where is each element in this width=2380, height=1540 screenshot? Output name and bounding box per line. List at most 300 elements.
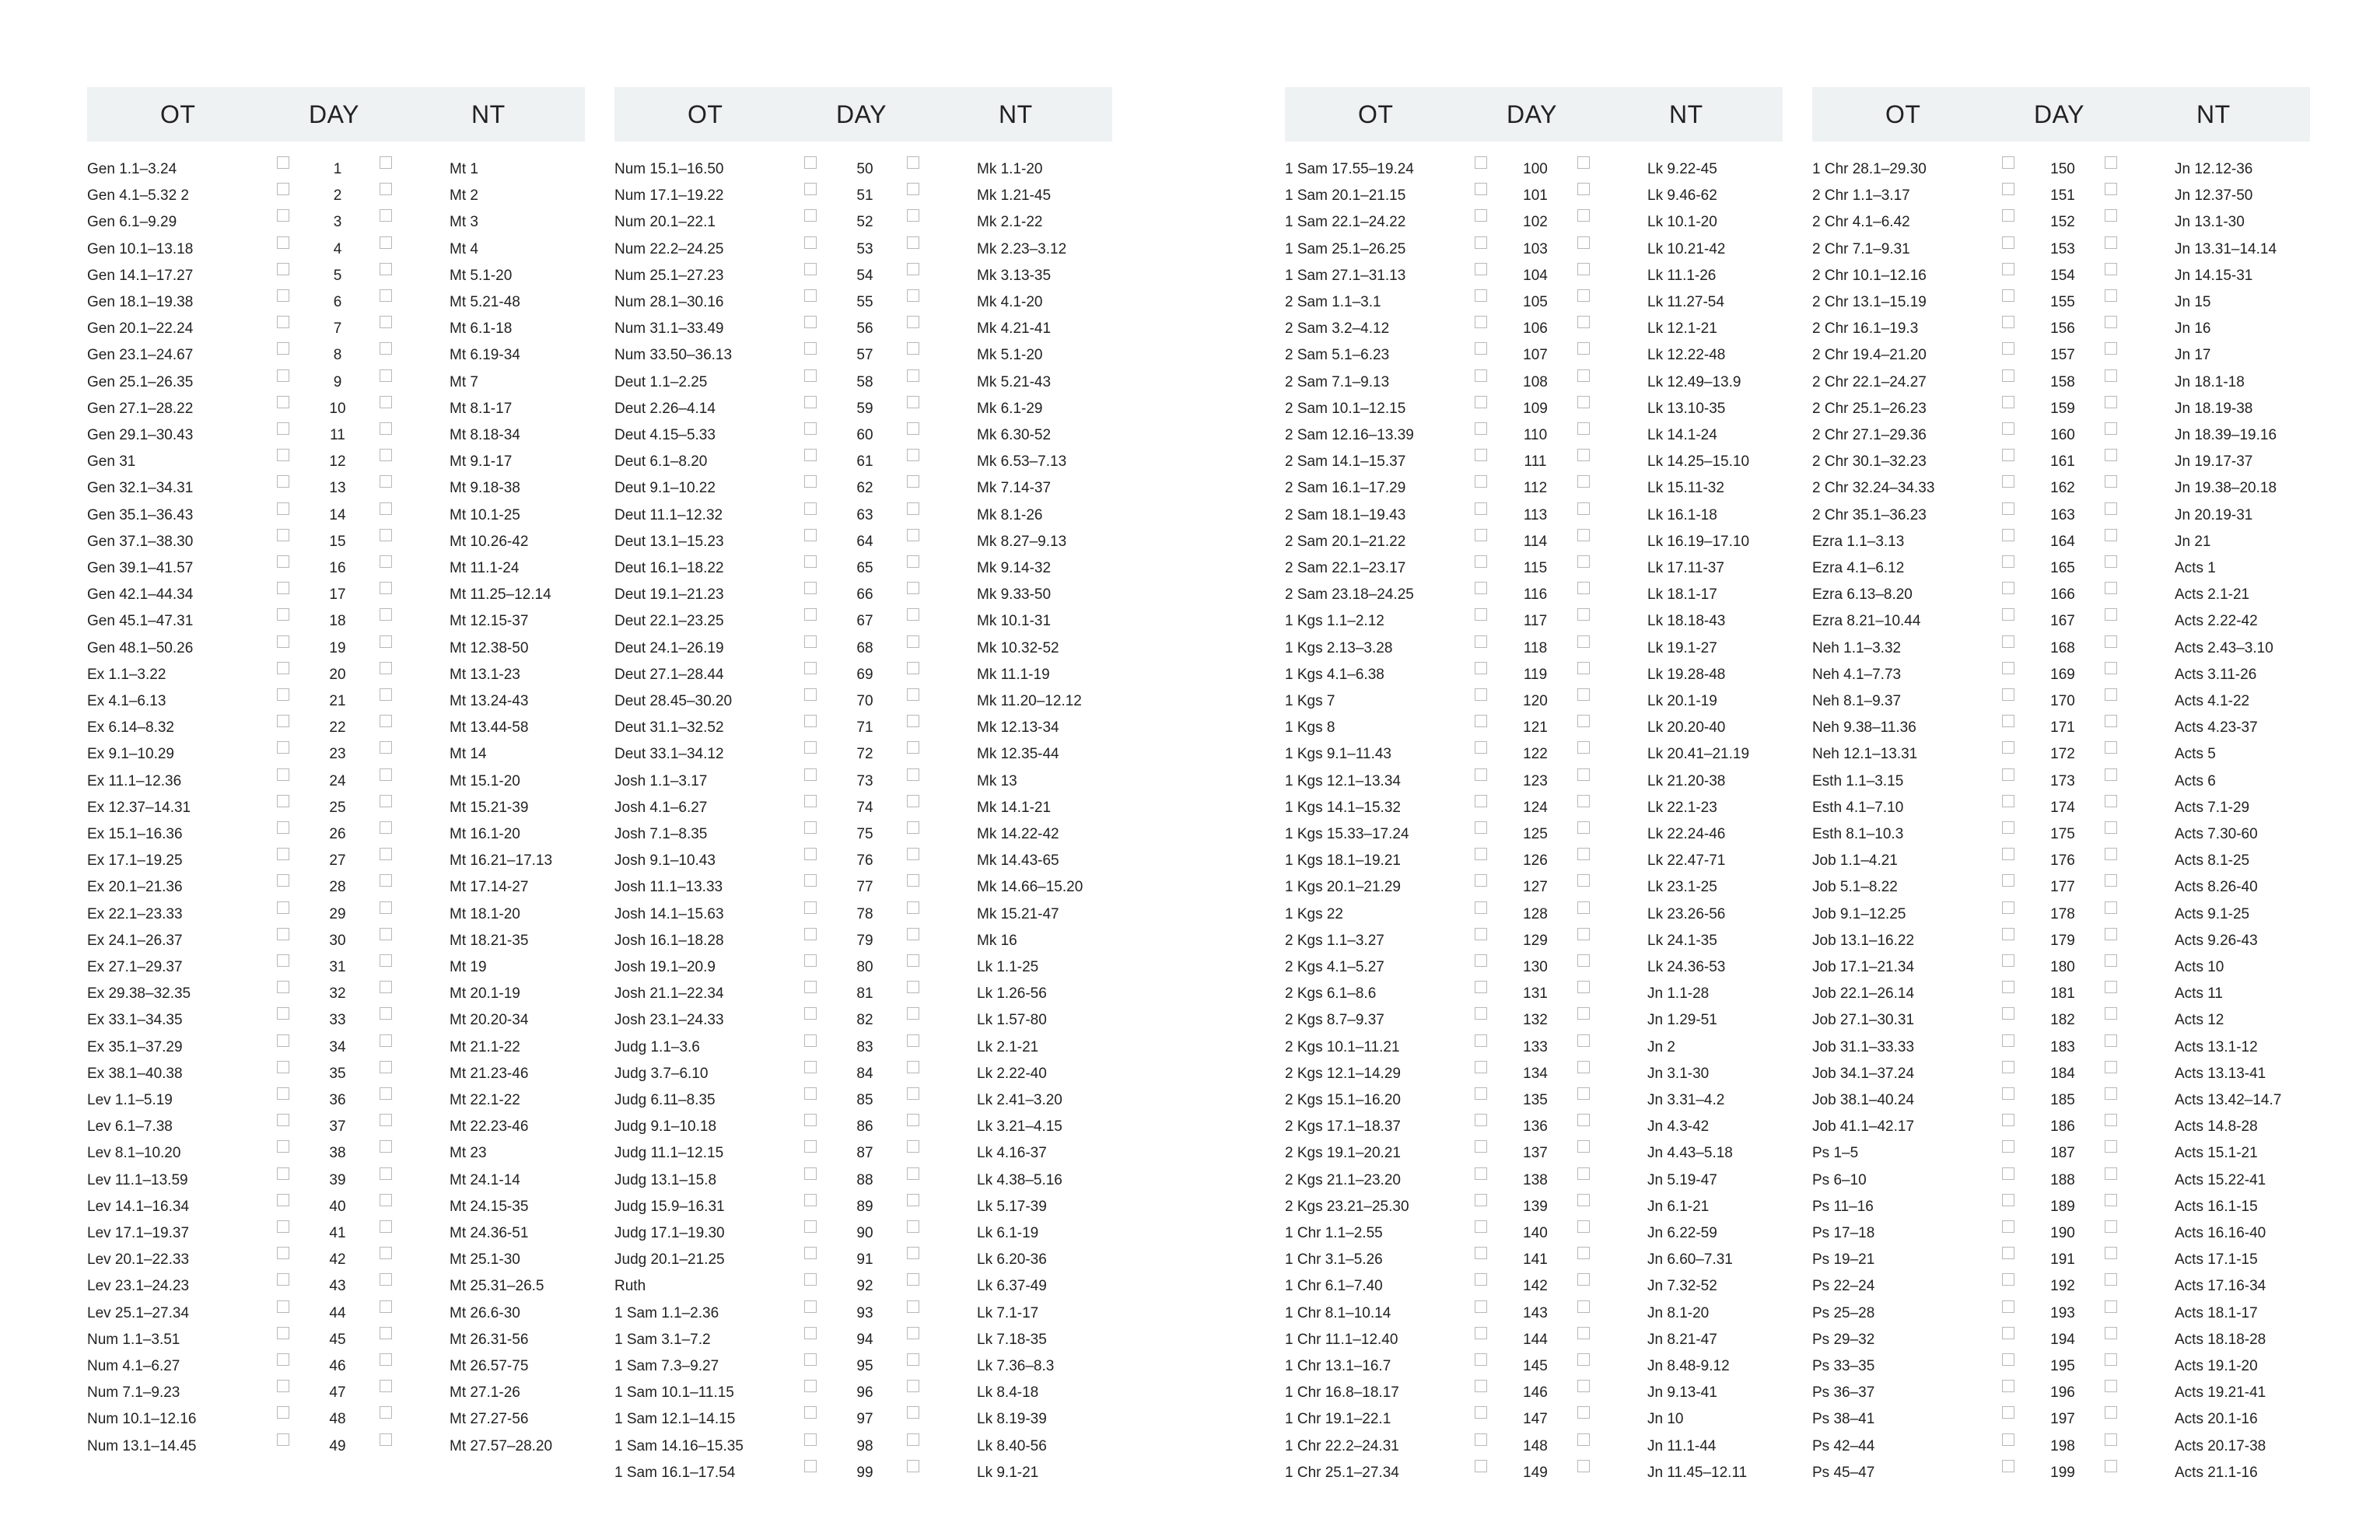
nt-checkbox[interactable] bbox=[2105, 1406, 2117, 1419]
nt-checkbox[interactable] bbox=[1577, 582, 1590, 594]
nt-checkbox[interactable] bbox=[907, 901, 919, 914]
ot-checkbox[interactable] bbox=[1475, 422, 1487, 435]
nt-checkbox[interactable] bbox=[1577, 874, 1590, 887]
ot-checkbox[interactable] bbox=[1475, 1380, 1487, 1392]
nt-checkbox[interactable] bbox=[2105, 821, 2117, 834]
nt-checkbox[interactable] bbox=[1577, 688, 1590, 701]
nt-checkbox[interactable] bbox=[1577, 475, 1590, 488]
ot-checkbox[interactable] bbox=[804, 848, 817, 860]
nt-checkbox[interactable] bbox=[380, 1406, 392, 1419]
ot-checkbox[interactable] bbox=[2002, 1194, 2014, 1206]
nt-checkbox[interactable] bbox=[2105, 741, 2117, 754]
ot-checkbox[interactable] bbox=[2002, 342, 2014, 355]
nt-checkbox[interactable] bbox=[2105, 1114, 2117, 1126]
ot-checkbox[interactable] bbox=[277, 1327, 289, 1339]
ot-checkbox[interactable] bbox=[1475, 608, 1487, 621]
ot-checkbox[interactable] bbox=[277, 1247, 289, 1259]
ot-checkbox[interactable] bbox=[2002, 1007, 2014, 1020]
nt-checkbox[interactable] bbox=[380, 1140, 392, 1153]
ot-checkbox[interactable] bbox=[804, 795, 817, 807]
nt-checkbox[interactable] bbox=[907, 662, 919, 674]
ot-checkbox[interactable] bbox=[804, 1273, 817, 1286]
ot-checkbox[interactable] bbox=[1475, 795, 1487, 807]
ot-checkbox[interactable] bbox=[804, 1167, 817, 1180]
ot-checkbox[interactable] bbox=[2002, 236, 2014, 249]
nt-checkbox[interactable] bbox=[907, 1460, 919, 1472]
nt-checkbox[interactable] bbox=[1577, 263, 1590, 275]
nt-checkbox[interactable] bbox=[907, 1194, 919, 1206]
ot-checkbox[interactable] bbox=[1475, 768, 1487, 781]
nt-checkbox[interactable] bbox=[1577, 1353, 1590, 1366]
nt-checkbox[interactable] bbox=[380, 1114, 392, 1126]
ot-checkbox[interactable] bbox=[1475, 901, 1487, 914]
nt-checkbox[interactable] bbox=[1577, 795, 1590, 807]
nt-checkbox[interactable] bbox=[380, 529, 392, 541]
ot-checkbox[interactable] bbox=[804, 529, 817, 541]
ot-checkbox[interactable] bbox=[804, 183, 817, 195]
nt-checkbox[interactable] bbox=[907, 928, 919, 940]
ot-checkbox[interactable] bbox=[2002, 1087, 2014, 1100]
nt-checkbox[interactable] bbox=[380, 1353, 392, 1366]
nt-checkbox[interactable] bbox=[2105, 1140, 2117, 1153]
nt-checkbox[interactable] bbox=[907, 821, 919, 834]
ot-checkbox[interactable] bbox=[2002, 688, 2014, 701]
ot-checkbox[interactable] bbox=[2002, 502, 2014, 515]
ot-checkbox[interactable] bbox=[277, 848, 289, 860]
nt-checkbox[interactable] bbox=[380, 1087, 392, 1100]
ot-checkbox[interactable] bbox=[804, 236, 817, 249]
ot-checkbox[interactable] bbox=[1475, 1353, 1487, 1366]
ot-checkbox[interactable] bbox=[277, 1167, 289, 1180]
nt-checkbox[interactable] bbox=[1577, 1034, 1590, 1047]
ot-checkbox[interactable] bbox=[2002, 1220, 2014, 1233]
ot-checkbox[interactable] bbox=[2002, 529, 2014, 541]
nt-checkbox[interactable] bbox=[380, 422, 392, 435]
ot-checkbox[interactable] bbox=[277, 688, 289, 701]
nt-checkbox[interactable] bbox=[907, 475, 919, 488]
nt-checkbox[interactable] bbox=[907, 156, 919, 169]
ot-checkbox[interactable] bbox=[277, 555, 289, 568]
ot-checkbox[interactable] bbox=[277, 715, 289, 727]
ot-checkbox[interactable] bbox=[804, 209, 817, 222]
ot-checkbox[interactable] bbox=[804, 1034, 817, 1047]
ot-checkbox[interactable] bbox=[1475, 1300, 1487, 1313]
ot-checkbox[interactable] bbox=[804, 1220, 817, 1233]
nt-checkbox[interactable] bbox=[1577, 183, 1590, 195]
nt-checkbox[interactable] bbox=[380, 449, 392, 461]
nt-checkbox[interactable] bbox=[2105, 981, 2117, 993]
nt-checkbox[interactable] bbox=[380, 608, 392, 621]
nt-checkbox[interactable] bbox=[2105, 1353, 2117, 1366]
ot-checkbox[interactable] bbox=[804, 1140, 817, 1153]
nt-checkbox[interactable] bbox=[1577, 821, 1590, 834]
ot-checkbox[interactable] bbox=[277, 475, 289, 488]
ot-checkbox[interactable] bbox=[277, 369, 289, 382]
nt-checkbox[interactable] bbox=[380, 1167, 392, 1180]
nt-checkbox[interactable] bbox=[2105, 1273, 2117, 1286]
ot-checkbox[interactable] bbox=[277, 768, 289, 781]
nt-checkbox[interactable] bbox=[2105, 1247, 2117, 1259]
ot-checkbox[interactable] bbox=[804, 502, 817, 515]
ot-checkbox[interactable] bbox=[2002, 449, 2014, 461]
nt-checkbox[interactable] bbox=[380, 502, 392, 515]
nt-checkbox[interactable] bbox=[1577, 954, 1590, 967]
ot-checkbox[interactable] bbox=[804, 1327, 817, 1339]
nt-checkbox[interactable] bbox=[907, 263, 919, 275]
ot-checkbox[interactable] bbox=[804, 289, 817, 302]
ot-checkbox[interactable] bbox=[804, 741, 817, 754]
ot-checkbox[interactable] bbox=[804, 768, 817, 781]
ot-checkbox[interactable] bbox=[1475, 715, 1487, 727]
ot-checkbox[interactable] bbox=[277, 981, 289, 993]
nt-checkbox[interactable] bbox=[380, 662, 392, 674]
nt-checkbox[interactable] bbox=[907, 1327, 919, 1339]
ot-checkbox[interactable] bbox=[2002, 928, 2014, 940]
nt-checkbox[interactable] bbox=[1577, 369, 1590, 382]
ot-checkbox[interactable] bbox=[277, 821, 289, 834]
nt-checkbox[interactable] bbox=[1577, 1327, 1590, 1339]
nt-checkbox[interactable] bbox=[1577, 316, 1590, 328]
nt-checkbox[interactable] bbox=[2105, 1300, 2117, 1313]
nt-checkbox[interactable] bbox=[1577, 342, 1590, 355]
ot-checkbox[interactable] bbox=[2002, 821, 2014, 834]
nt-checkbox[interactable] bbox=[907, 1300, 919, 1313]
ot-checkbox[interactable] bbox=[277, 449, 289, 461]
ot-checkbox[interactable] bbox=[804, 981, 817, 993]
nt-checkbox[interactable] bbox=[907, 768, 919, 781]
nt-checkbox[interactable] bbox=[380, 342, 392, 355]
nt-checkbox[interactable] bbox=[2105, 1034, 2117, 1047]
nt-checkbox[interactable] bbox=[1577, 1220, 1590, 1233]
nt-checkbox[interactable] bbox=[2105, 1433, 2117, 1446]
ot-checkbox[interactable] bbox=[1475, 1460, 1487, 1472]
ot-checkbox[interactable] bbox=[1475, 1007, 1487, 1020]
nt-checkbox[interactable] bbox=[2105, 928, 2117, 940]
ot-checkbox[interactable] bbox=[804, 1061, 817, 1073]
nt-checkbox[interactable] bbox=[2105, 768, 2117, 781]
nt-checkbox[interactable] bbox=[380, 901, 392, 914]
nt-checkbox[interactable] bbox=[380, 954, 392, 967]
nt-checkbox[interactable] bbox=[907, 688, 919, 701]
nt-checkbox[interactable] bbox=[380, 795, 392, 807]
nt-checkbox[interactable] bbox=[907, 316, 919, 328]
nt-checkbox[interactable] bbox=[2105, 1194, 2117, 1206]
ot-checkbox[interactable] bbox=[804, 316, 817, 328]
nt-checkbox[interactable] bbox=[907, 1140, 919, 1153]
ot-checkbox[interactable] bbox=[2002, 981, 2014, 993]
ot-checkbox[interactable] bbox=[804, 342, 817, 355]
nt-checkbox[interactable] bbox=[1577, 1194, 1590, 1206]
nt-checkbox[interactable] bbox=[1577, 1167, 1590, 1180]
ot-checkbox[interactable] bbox=[1475, 1327, 1487, 1339]
ot-checkbox[interactable] bbox=[1475, 396, 1487, 408]
ot-checkbox[interactable] bbox=[277, 236, 289, 249]
ot-checkbox[interactable] bbox=[277, 183, 289, 195]
ot-checkbox[interactable] bbox=[277, 608, 289, 621]
nt-checkbox[interactable] bbox=[1577, 156, 1590, 169]
ot-checkbox[interactable] bbox=[804, 1406, 817, 1419]
ot-checkbox[interactable] bbox=[2002, 263, 2014, 275]
ot-checkbox[interactable] bbox=[2002, 1380, 2014, 1392]
nt-checkbox[interactable] bbox=[907, 369, 919, 382]
nt-checkbox[interactable] bbox=[380, 688, 392, 701]
nt-checkbox[interactable] bbox=[1577, 422, 1590, 435]
nt-checkbox[interactable] bbox=[380, 1194, 392, 1206]
ot-checkbox[interactable] bbox=[804, 954, 817, 967]
ot-checkbox[interactable] bbox=[277, 529, 289, 541]
ot-checkbox[interactable] bbox=[804, 1114, 817, 1126]
nt-checkbox[interactable] bbox=[2105, 289, 2117, 302]
ot-checkbox[interactable] bbox=[277, 795, 289, 807]
ot-checkbox[interactable] bbox=[1475, 1406, 1487, 1419]
nt-checkbox[interactable] bbox=[2105, 795, 2117, 807]
nt-checkbox[interactable] bbox=[380, 555, 392, 568]
nt-checkbox[interactable] bbox=[907, 422, 919, 435]
nt-checkbox[interactable] bbox=[907, 1273, 919, 1286]
ot-checkbox[interactable] bbox=[1475, 1034, 1487, 1047]
ot-checkbox[interactable] bbox=[2002, 1460, 2014, 1472]
ot-checkbox[interactable] bbox=[277, 1007, 289, 1020]
ot-checkbox[interactable] bbox=[2002, 475, 2014, 488]
nt-checkbox[interactable] bbox=[2105, 901, 2117, 914]
ot-checkbox[interactable] bbox=[1475, 1194, 1487, 1206]
ot-checkbox[interactable] bbox=[2002, 1140, 2014, 1153]
ot-checkbox[interactable] bbox=[1475, 475, 1487, 488]
ot-checkbox[interactable] bbox=[277, 1114, 289, 1126]
nt-checkbox[interactable] bbox=[2105, 1167, 2117, 1180]
ot-checkbox[interactable] bbox=[277, 874, 289, 887]
nt-checkbox[interactable] bbox=[907, 848, 919, 860]
ot-checkbox[interactable] bbox=[277, 502, 289, 515]
ot-checkbox[interactable] bbox=[2002, 954, 2014, 967]
nt-checkbox[interactable] bbox=[907, 209, 919, 222]
ot-checkbox[interactable] bbox=[1475, 928, 1487, 940]
nt-checkbox[interactable] bbox=[2105, 316, 2117, 328]
nt-checkbox[interactable] bbox=[1577, 1114, 1590, 1126]
ot-checkbox[interactable] bbox=[277, 209, 289, 222]
ot-checkbox[interactable] bbox=[1475, 821, 1487, 834]
nt-checkbox[interactable] bbox=[380, 1061, 392, 1073]
nt-checkbox[interactable] bbox=[907, 449, 919, 461]
nt-checkbox[interactable] bbox=[380, 183, 392, 195]
nt-checkbox[interactable] bbox=[907, 954, 919, 967]
ot-checkbox[interactable] bbox=[804, 449, 817, 461]
nt-checkbox[interactable] bbox=[907, 1353, 919, 1366]
nt-checkbox[interactable] bbox=[380, 1380, 392, 1392]
ot-checkbox[interactable] bbox=[2002, 795, 2014, 807]
nt-checkbox[interactable] bbox=[907, 289, 919, 302]
nt-checkbox[interactable] bbox=[1577, 741, 1590, 754]
nt-checkbox[interactable] bbox=[907, 635, 919, 648]
ot-checkbox[interactable] bbox=[2002, 396, 2014, 408]
nt-checkbox[interactable] bbox=[907, 582, 919, 594]
ot-checkbox[interactable] bbox=[277, 263, 289, 275]
ot-checkbox[interactable] bbox=[804, 715, 817, 727]
nt-checkbox[interactable] bbox=[2105, 1327, 2117, 1339]
nt-checkbox[interactable] bbox=[2105, 954, 2117, 967]
ot-checkbox[interactable] bbox=[804, 1433, 817, 1446]
nt-checkbox[interactable] bbox=[1577, 1247, 1590, 1259]
nt-checkbox[interactable] bbox=[1577, 1300, 1590, 1313]
nt-checkbox[interactable] bbox=[907, 1380, 919, 1392]
nt-checkbox[interactable] bbox=[907, 1220, 919, 1233]
ot-checkbox[interactable] bbox=[277, 1433, 289, 1446]
nt-checkbox[interactable] bbox=[1577, 1406, 1590, 1419]
ot-checkbox[interactable] bbox=[2002, 1247, 2014, 1259]
nt-checkbox[interactable] bbox=[907, 502, 919, 515]
nt-checkbox[interactable] bbox=[907, 236, 919, 249]
ot-checkbox[interactable] bbox=[2002, 369, 2014, 382]
ot-checkbox[interactable] bbox=[1475, 263, 1487, 275]
nt-checkbox[interactable] bbox=[907, 1406, 919, 1419]
nt-checkbox[interactable] bbox=[1577, 662, 1590, 674]
ot-checkbox[interactable] bbox=[277, 289, 289, 302]
nt-checkbox[interactable] bbox=[1577, 289, 1590, 302]
nt-checkbox[interactable] bbox=[1577, 1460, 1590, 1472]
ot-checkbox[interactable] bbox=[277, 1034, 289, 1047]
ot-checkbox[interactable] bbox=[804, 901, 817, 914]
ot-checkbox[interactable] bbox=[804, 555, 817, 568]
ot-checkbox[interactable] bbox=[1475, 741, 1487, 754]
ot-checkbox[interactable] bbox=[804, 688, 817, 701]
nt-checkbox[interactable] bbox=[907, 608, 919, 621]
ot-checkbox[interactable] bbox=[1475, 954, 1487, 967]
ot-checkbox[interactable] bbox=[2002, 715, 2014, 727]
nt-checkbox[interactable] bbox=[907, 1167, 919, 1180]
ot-checkbox[interactable] bbox=[2002, 635, 2014, 648]
ot-checkbox[interactable] bbox=[2002, 1353, 2014, 1366]
ot-checkbox[interactable] bbox=[804, 475, 817, 488]
ot-checkbox[interactable] bbox=[277, 1087, 289, 1100]
ot-checkbox[interactable] bbox=[1475, 662, 1487, 674]
ot-checkbox[interactable] bbox=[2002, 156, 2014, 169]
nt-checkbox[interactable] bbox=[1577, 715, 1590, 727]
nt-checkbox[interactable] bbox=[2105, 422, 2117, 435]
nt-checkbox[interactable] bbox=[1577, 981, 1590, 993]
ot-checkbox[interactable] bbox=[277, 1220, 289, 1233]
nt-checkbox[interactable] bbox=[2105, 236, 2117, 249]
nt-checkbox[interactable] bbox=[907, 342, 919, 355]
ot-checkbox[interactable] bbox=[1475, 209, 1487, 222]
ot-checkbox[interactable] bbox=[2002, 1061, 2014, 1073]
nt-checkbox[interactable] bbox=[1577, 449, 1590, 461]
ot-checkbox[interactable] bbox=[277, 342, 289, 355]
nt-checkbox[interactable] bbox=[1577, 901, 1590, 914]
nt-checkbox[interactable] bbox=[907, 1433, 919, 1446]
nt-checkbox[interactable] bbox=[380, 874, 392, 887]
ot-checkbox[interactable] bbox=[1475, 369, 1487, 382]
nt-checkbox[interactable] bbox=[380, 1327, 392, 1339]
nt-checkbox[interactable] bbox=[380, 1034, 392, 1047]
ot-checkbox[interactable] bbox=[804, 821, 817, 834]
nt-checkbox[interactable] bbox=[2105, 156, 2117, 169]
ot-checkbox[interactable] bbox=[804, 1353, 817, 1366]
ot-checkbox[interactable] bbox=[277, 1140, 289, 1153]
nt-checkbox[interactable] bbox=[2105, 1220, 2117, 1233]
ot-checkbox[interactable] bbox=[2002, 768, 2014, 781]
ot-checkbox[interactable] bbox=[1475, 555, 1487, 568]
ot-checkbox[interactable] bbox=[804, 662, 817, 674]
nt-checkbox[interactable] bbox=[2105, 848, 2117, 860]
ot-checkbox[interactable] bbox=[2002, 1406, 2014, 1419]
ot-checkbox[interactable] bbox=[1475, 342, 1487, 355]
ot-checkbox[interactable] bbox=[2002, 1034, 2014, 1047]
nt-checkbox[interactable] bbox=[2105, 582, 2117, 594]
ot-checkbox[interactable] bbox=[804, 396, 817, 408]
nt-checkbox[interactable] bbox=[380, 1247, 392, 1259]
nt-checkbox[interactable] bbox=[1577, 848, 1590, 860]
nt-checkbox[interactable] bbox=[1577, 1273, 1590, 1286]
nt-checkbox[interactable] bbox=[1577, 236, 1590, 249]
ot-checkbox[interactable] bbox=[1475, 1061, 1487, 1073]
nt-checkbox[interactable] bbox=[2105, 263, 2117, 275]
ot-checkbox[interactable] bbox=[277, 635, 289, 648]
ot-checkbox[interactable] bbox=[277, 316, 289, 328]
ot-checkbox[interactable] bbox=[277, 1380, 289, 1392]
nt-checkbox[interactable] bbox=[380, 928, 392, 940]
ot-checkbox[interactable] bbox=[277, 1061, 289, 1073]
nt-checkbox[interactable] bbox=[2105, 608, 2117, 621]
nt-checkbox[interactable] bbox=[2105, 874, 2117, 887]
ot-checkbox[interactable] bbox=[2002, 1273, 2014, 1286]
ot-checkbox[interactable] bbox=[804, 422, 817, 435]
nt-checkbox[interactable] bbox=[1577, 768, 1590, 781]
nt-checkbox[interactable] bbox=[380, 369, 392, 382]
nt-checkbox[interactable] bbox=[907, 1007, 919, 1020]
ot-checkbox[interactable] bbox=[1475, 848, 1487, 860]
ot-checkbox[interactable] bbox=[2002, 183, 2014, 195]
ot-checkbox[interactable] bbox=[2002, 582, 2014, 594]
ot-checkbox[interactable] bbox=[277, 1194, 289, 1206]
ot-checkbox[interactable] bbox=[1475, 1114, 1487, 1126]
ot-checkbox[interactable] bbox=[2002, 422, 2014, 435]
nt-checkbox[interactable] bbox=[1577, 1007, 1590, 1020]
nt-checkbox[interactable] bbox=[1577, 502, 1590, 515]
ot-checkbox[interactable] bbox=[2002, 901, 2014, 914]
nt-checkbox[interactable] bbox=[2105, 342, 2117, 355]
ot-checkbox[interactable] bbox=[1475, 582, 1487, 594]
nt-checkbox[interactable] bbox=[1577, 635, 1590, 648]
nt-checkbox[interactable] bbox=[907, 1114, 919, 1126]
nt-checkbox[interactable] bbox=[1577, 555, 1590, 568]
ot-checkbox[interactable] bbox=[277, 1273, 289, 1286]
ot-checkbox[interactable] bbox=[2002, 848, 2014, 860]
nt-checkbox[interactable] bbox=[2105, 396, 2117, 408]
nt-checkbox[interactable] bbox=[380, 715, 392, 727]
nt-checkbox[interactable] bbox=[1577, 1087, 1590, 1100]
ot-checkbox[interactable] bbox=[2002, 209, 2014, 222]
nt-checkbox[interactable] bbox=[380, 635, 392, 648]
nt-checkbox[interactable] bbox=[2105, 662, 2117, 674]
nt-checkbox[interactable] bbox=[2105, 555, 2117, 568]
nt-checkbox[interactable] bbox=[380, 1273, 392, 1286]
nt-checkbox[interactable] bbox=[907, 741, 919, 754]
nt-checkbox[interactable] bbox=[1577, 1061, 1590, 1073]
nt-checkbox[interactable] bbox=[380, 821, 392, 834]
nt-checkbox[interactable] bbox=[380, 156, 392, 169]
ot-checkbox[interactable] bbox=[1475, 874, 1487, 887]
nt-checkbox[interactable] bbox=[1577, 1433, 1590, 1446]
ot-checkbox[interactable] bbox=[277, 1353, 289, 1366]
nt-checkbox[interactable] bbox=[2105, 688, 2117, 701]
nt-checkbox[interactable] bbox=[380, 396, 392, 408]
ot-checkbox[interactable] bbox=[277, 928, 289, 940]
nt-checkbox[interactable] bbox=[380, 1220, 392, 1233]
nt-checkbox[interactable] bbox=[380, 263, 392, 275]
nt-checkbox[interactable] bbox=[2105, 209, 2117, 222]
ot-checkbox[interactable] bbox=[1475, 316, 1487, 328]
nt-checkbox[interactable] bbox=[907, 1034, 919, 1047]
